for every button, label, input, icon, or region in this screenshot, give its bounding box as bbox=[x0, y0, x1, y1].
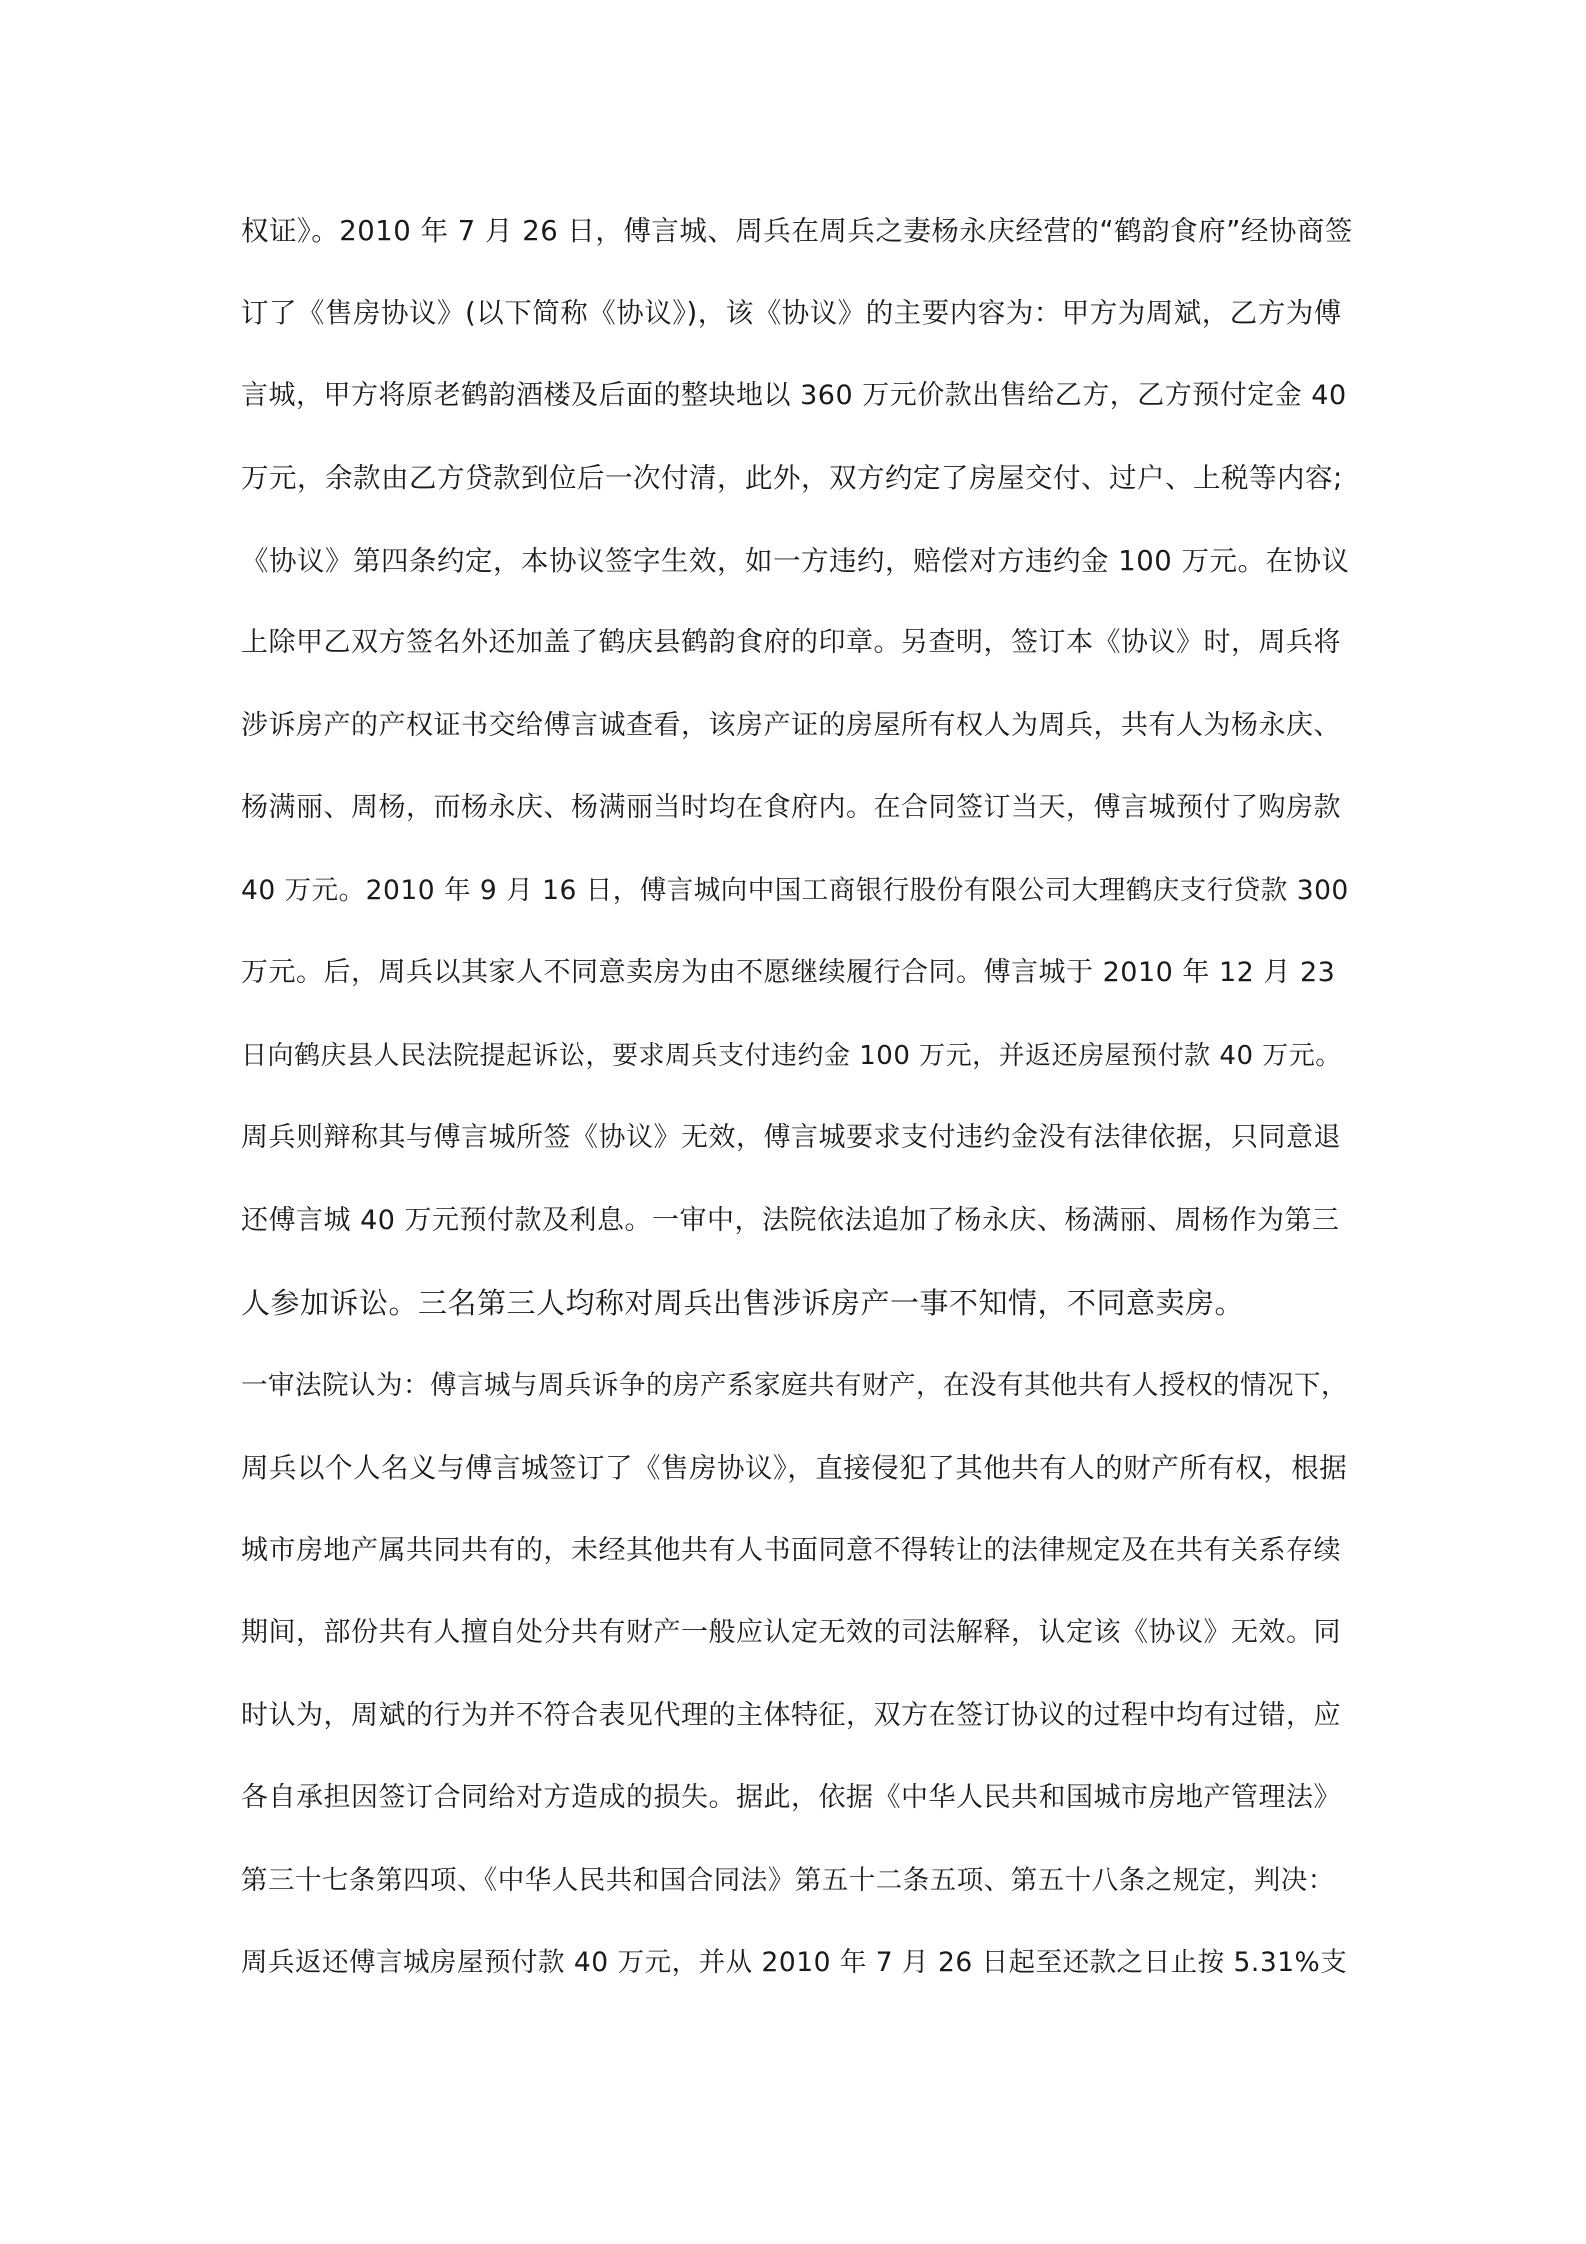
text-line: 杨满丽、周杨，而杨永庆、杨满丽当时均在食府内。在合同签订当天，傅言城预付了购房款 bbox=[241, 792, 1341, 823]
text-line: 40 万元。2010 年 9 月 16 日，傅言城向中国工商银行股份有限公司大理鹤庆支行贷款 300 bbox=[241, 875, 1349, 906]
text-line: 订了《售房协议》(以下简称《协议》)，该《协议》的主要内容为：甲方为周斌，乙方为傅 bbox=[241, 297, 1342, 329]
text-line: 权证》。2010 年 7 月 26 日，傅言城、周兵在周兵之妻杨永庆经营的“鹤韵食府”经协商签 bbox=[241, 215, 1353, 247]
text-line: 城市房地产属共同共有的，未经其他共有人书面同意不得转让的法律规定及在共有关系存续 bbox=[241, 1535, 1341, 1566]
text-line: 涉诉房产的产权证书交给傅言诚查看，该房产证的房屋所有权人为周兵，共有人为杨永庆、 bbox=[241, 710, 1341, 741]
text-line: 《协议》第四条约定，本协议签字生效，如一方违约，赔偿对方违约金 100 万元。在协议 bbox=[241, 545, 1350, 577]
text-line: 周兵则辩称其与傅言城所签《协议》无效，傅言城要求支付违约金没有法律依据，只同意退 bbox=[241, 1122, 1341, 1153]
text-line: 第三十七条第四项、《中华人民共和国合同法》第五十二条五项、第五十八条之规定，判决： bbox=[241, 1865, 1335, 1896]
text-line: 周兵返还傅言城房屋预付款 40 万元，并从 2010 年 7 月 26 日起至还款之日止按 5.31%支 bbox=[241, 1947, 1348, 1978]
text-line: 一审法院认为：傅言城与周兵诉争的房产系家庭共有财产，在没有其他共有人授权的情况下， bbox=[241, 1370, 1348, 1401]
text-line: 时认为，周斌的行为并不符合表见代理的主体特征，双方在签订协议的过程中均有过错，应 bbox=[241, 1700, 1341, 1731]
text-line: 言城，甲方将原老鹤韵酒楼及后面的整块地以 360 万元价款出售给乙方，乙方预付定金 40 bbox=[241, 380, 1347, 411]
text-line: 日向鹤庆县人民法院提起诉讼，要求周兵支付违约金 100 万元，并返还房屋预付款 40 万元。 bbox=[241, 1041, 1342, 1071]
text-line: 上除甲乙双方签名外还加盖了鹤庆县鹤韵食府的印章。另查明，签订本《协议》时，周兵将 bbox=[241, 627, 1341, 658]
text-line: 万元。后，周兵以其家人不同意卖房为由不愿继续履行合同。傅言城于 2010 年 12 月 23 bbox=[241, 957, 1336, 988]
text-line: 周兵以个人名义与傅言城签订了《售房协议》，直接侵犯了其他共有人的财产所有权，根据 bbox=[241, 1452, 1348, 1484]
text-line: 各自承担因签订合同给对方造成的损失。据此，依据《中华人民共和国城市房地产管理法》 bbox=[241, 1782, 1341, 1813]
text-line: 人参加诉讼。三名第三人均称对周兵出售涉诉房产一事不知情，不同意卖房。 bbox=[241, 1286, 1245, 1320]
text-line: 万元，余款由乙方贷款到位后一次付清，此外，双方约定了房屋交付、过户、上税等内容; bbox=[241, 462, 1343, 494]
text-line: 期间，部份共有人擅自处分共有财产一般应认定无效的司法解释，认定该《协议》无效。同 bbox=[241, 1617, 1341, 1648]
text-line: 还傅言城 40 万元预付款及利息。一审中，法院依法追加了杨永庆、杨满丽、周杨作为第三 bbox=[241, 1205, 1340, 1236]
